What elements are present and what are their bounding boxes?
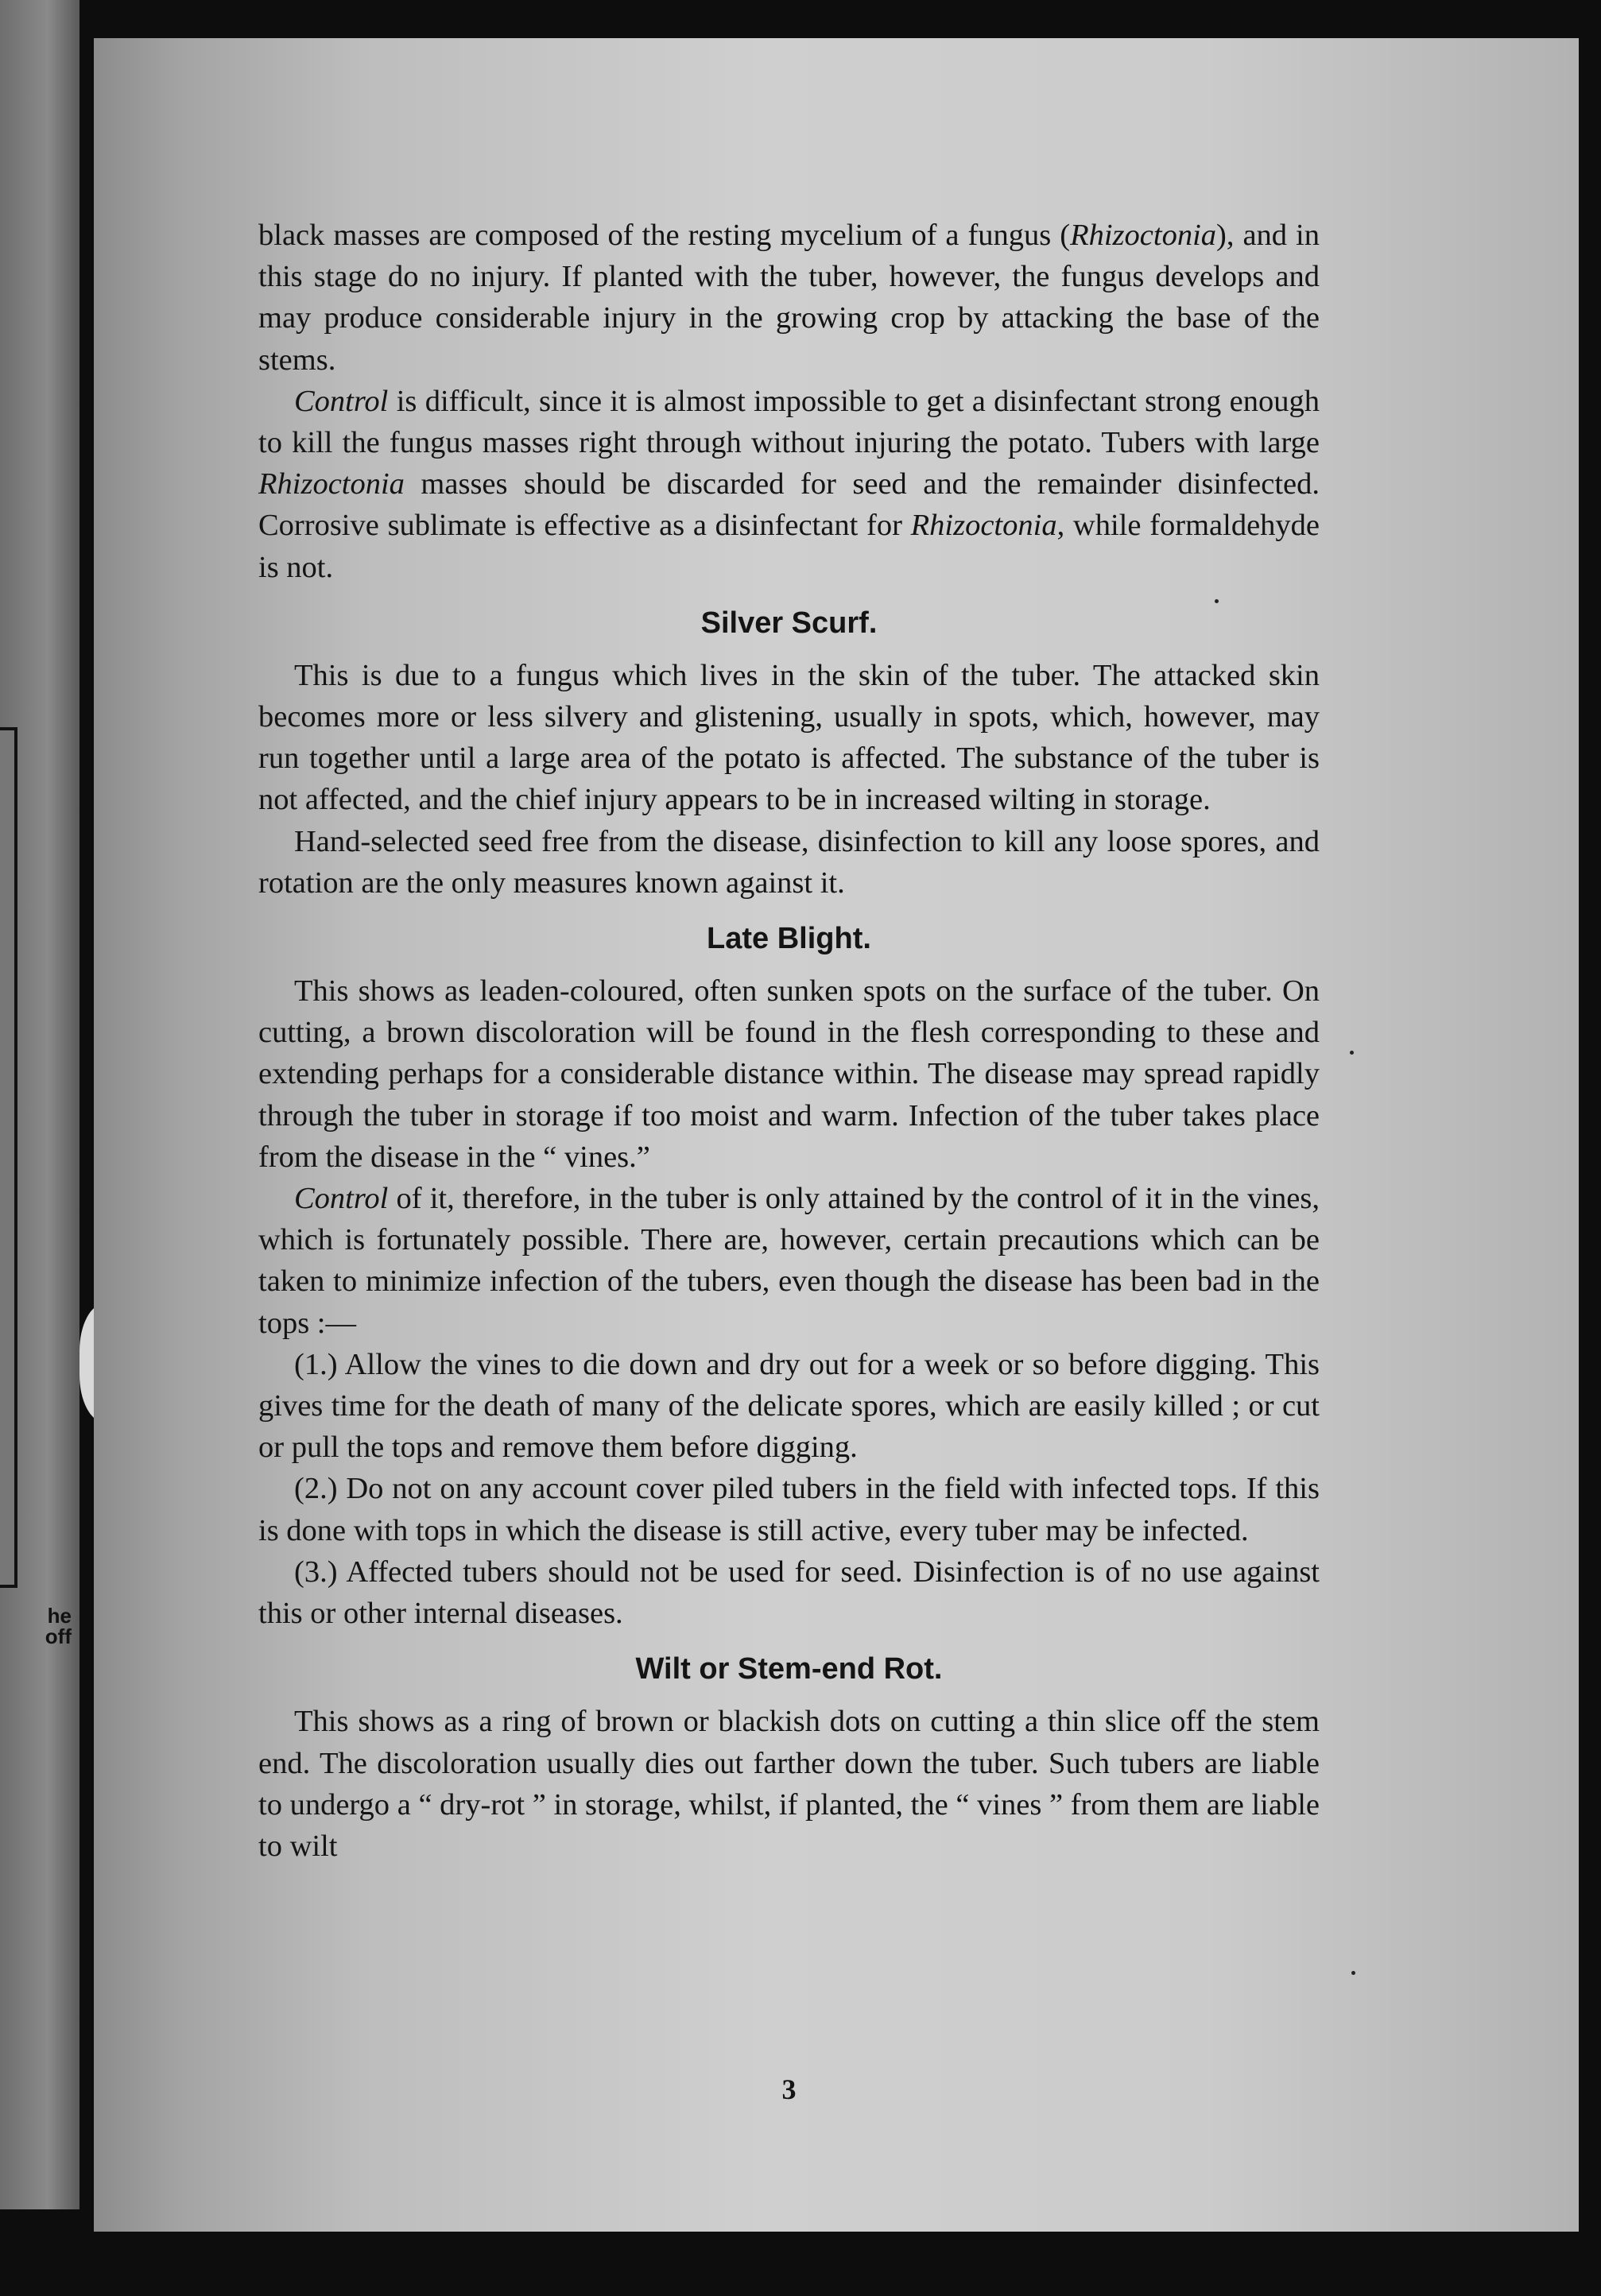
- fragment-line-1: he: [47, 1604, 72, 1628]
- scan-speck: [1351, 1971, 1355, 1975]
- paragraph: This is due to a fungus which lives in the skin of the tuber. The attacked skin becomes more or less silvery and glistening, usually in spots, which, however, may run together until a large area of the potato is affected. The substance of the tuber is not affected, and the chief injury appears to be in increased wilting in storage.: [258, 658, 1320, 817]
- scan-speck: [1350, 1051, 1354, 1055]
- paragraph: This shows as leaden-coloured, often sunken spots on the surface of the tuber. On cutting, a brown discoloration will be found in the flesh corresponding to these and extending perhaps for a considerable distance within. The disease may spread rapidly through the tuber in storage if too moist and warm. Infection of the tuber takes place from the disease in the “ vines.”: [258, 974, 1320, 1174]
- page-body-text: [258, 215, 1320, 1867]
- section-heading: Wilt or Stem-end Rot.: [635, 1652, 943, 1686]
- paragraph: Control is difficult, since it is almost impossible to get a disinfectant strong enough to kill the fungus masses right through without injuring the potato. Tubers with large Rhizoctonia masses should be discarded for seed and the remainder disinfected. Corrosive sublimate is effective as a disinfectant for Rhizoctonia, while formaldehyde is not.: [258, 384, 1320, 584]
- paragraph: Control of it, therefore, in the tuber is only attained by the control of it in the vines, which is fortunately possible. There are, however, certain precautions which can be taken to minimize infection of the tubers, even though the disease has been bad in the tops :—: [258, 1182, 1320, 1340]
- adjacent-page-plate-border: [0, 727, 17, 1588]
- paragraph: (1.) Allow the vines to die down and dry out for a week or so before digging. This gives time for the death of many of the delicate spores, which are easily killed ; or cut or pull the tops and remove them before digging.: [258, 1347, 1320, 1465]
- page-number: 3: [781, 2073, 797, 2105]
- paragraph: (2.) Do not on any account cover piled tubers in the field with infected tops. If this is done with tops in which the disease is still active, every tuber may be infected.: [258, 1472, 1320, 1547]
- section-heading: Late Blight.: [707, 922, 871, 956]
- paragraph: black masses are composed of the resting mycelium of a fungus (Rhizoctonia), and in this stage do no injury. If planted with the tuber, however, the fungus develops and may produce considerable injury in the growing crop by attacking the base of the stems.: [258, 219, 1320, 377]
- paragraph: (3.) Affected tubers should not be used for seed. Disinfection is of no use against this or other internal diseases.: [258, 1555, 1320, 1631]
- section-heading: Silver Scurf.: [700, 606, 878, 640]
- fragment-line-2: off: [45, 1624, 72, 1648]
- adjacent-page-text-fragment: [0, 1605, 72, 1647]
- paragraph: Hand-selected seed free from the disease, disinfection to kill any loose spores, and rotation are the only measures known against it.: [258, 824, 1320, 900]
- paragraph: This shows as a ring of brown or blackish dots on cutting a thin slice off the stem end. The discoloration usually dies out farther down the tuber. Such tubers are liable to undergo a “ dry-rot ” in storage, whilst, if planted, the “ vines ” from them are liable to wilt: [258, 1705, 1320, 1863]
